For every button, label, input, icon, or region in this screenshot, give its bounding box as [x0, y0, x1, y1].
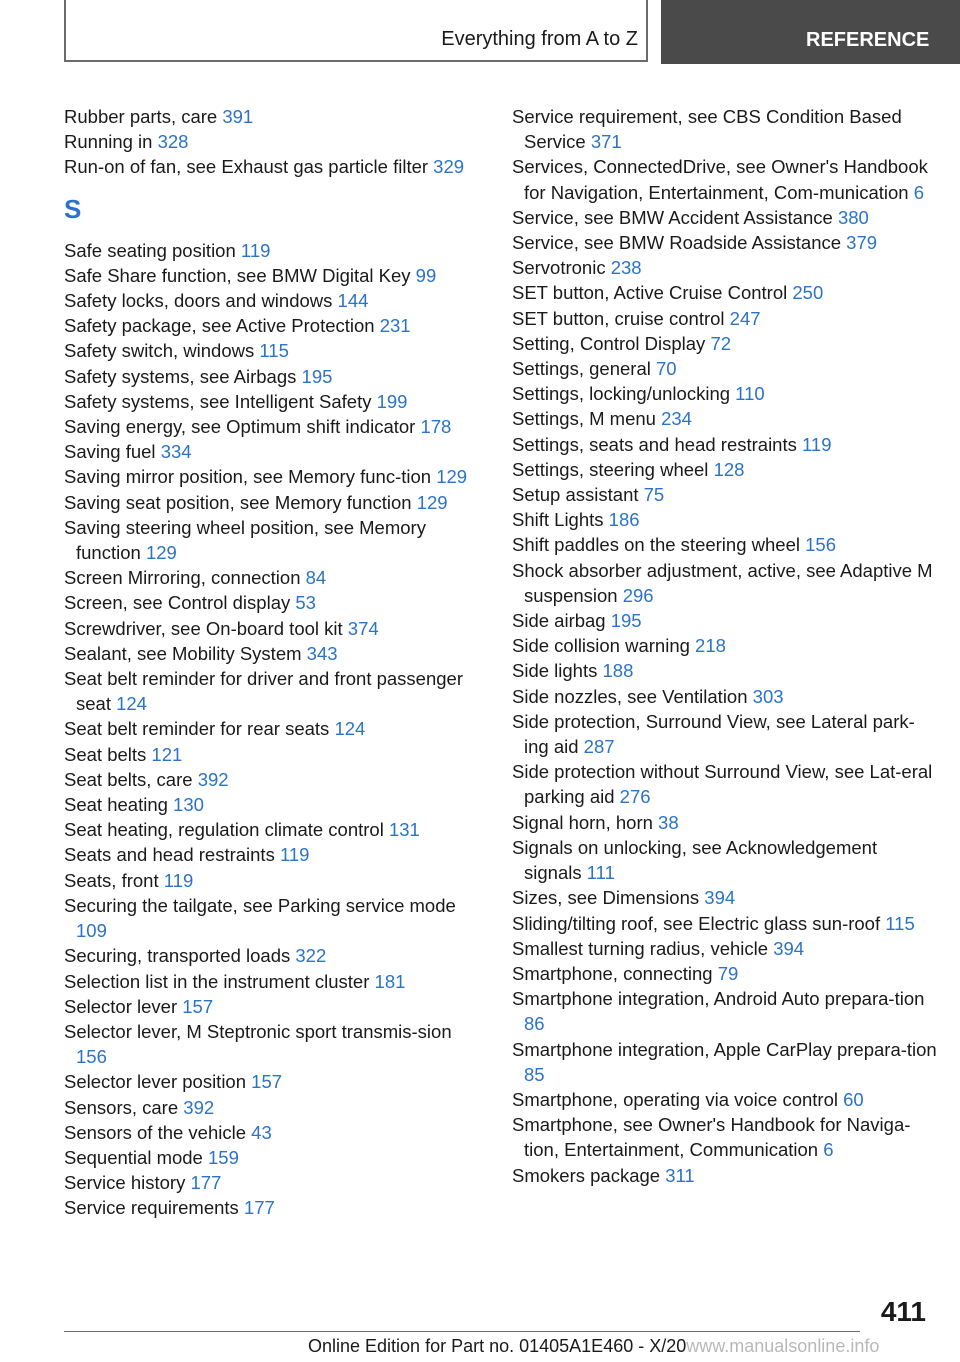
index-entry-text: SET button, Active Cruise Control: [512, 282, 788, 304]
index-entry: [64, 389, 484, 414]
index-entry: [64, 842, 484, 867]
page-reference-link[interactable]: 195: [610, 610, 642, 632]
index-entry: [512, 532, 937, 557]
page-reference-link[interactable]: 109: [76, 920, 107, 942]
index-entry-text: Selector lever, M Steptronic sport transmis-sion: [64, 1020, 452, 1042]
index-entry-text: Run-on of fan, see Exhaust gas particle filter: [64, 156, 429, 178]
index-entry: [512, 306, 937, 331]
index-entry-text: Screen Mirroring, connection: [64, 567, 301, 589]
page-reference-link[interactable]: 156: [805, 534, 836, 556]
index-entry: [64, 666, 484, 716]
index-entry-text: Safety package, see Active Protection: [64, 315, 375, 337]
index-entry-text: Screen, see Control display: [64, 592, 291, 614]
page-reference-link[interactable]: 186: [608, 509, 640, 531]
page-reference-link[interactable]: 119: [163, 869, 194, 891]
page-reference-link[interactable]: 247: [729, 307, 761, 329]
index-entry-text: Setup assistant: [512, 484, 639, 506]
page-reference-link[interactable]: 70: [655, 358, 677, 380]
page-reference-link[interactable]: 157: [182, 995, 214, 1017]
index-entry-text: Saving fuel: [64, 441, 156, 463]
page-reference-link[interactable]: 124: [334, 718, 366, 740]
index-entry-text: Saving steering wheel position, see Memory function: [64, 516, 426, 564]
page-reference-link[interactable]: 159: [208, 1146, 239, 1168]
page-reference-link[interactable]: 303: [752, 685, 784, 707]
index-entry: [512, 154, 937, 204]
page-reference-link[interactable]: 79: [717, 962, 739, 984]
index-entry-text: SET button, cruise control: [512, 307, 725, 329]
index-entry: [64, 238, 484, 263]
index-entry: [64, 1145, 484, 1170]
index-entry: [64, 338, 484, 363]
page-reference-link[interactable]: 86: [524, 1013, 545, 1035]
page-reference-link[interactable]: 129: [436, 466, 468, 488]
index-entry-text: Seats and head restraints: [64, 844, 275, 866]
index-entry-text: Seat belts, care: [64, 768, 193, 790]
index-entry-text: Shift Lights: [512, 509, 604, 531]
index-entry: [512, 356, 937, 381]
index-entry-text: Settings, seats and head restraints: [512, 433, 797, 455]
index-entry-text: Safety locks, doors and windows: [64, 290, 333, 312]
index-entry: [512, 684, 937, 709]
index-entry: [512, 381, 937, 406]
index-column-right: [512, 104, 937, 1188]
index-entry: [64, 969, 484, 994]
page-reference-link[interactable]: 231: [379, 315, 411, 337]
page-reference-link[interactable]: 119: [279, 844, 310, 866]
page-reference-link[interactable]: 124: [116, 693, 147, 715]
page-reference-link[interactable]: 72: [710, 332, 732, 354]
index-entry-text: Seat belts: [64, 743, 147, 765]
index-entry-text: Safety systems, see Airbags: [64, 365, 297, 387]
index-entry: [64, 1069, 484, 1094]
page-reference-link[interactable]: 43: [251, 1121, 272, 1143]
index-entry-text: Seat belt reminder for rear seats: [64, 718, 330, 740]
index-entry-text: Side protection without Surround View, see Lat-eral parking aid: [512, 761, 933, 808]
index-entry: [64, 1120, 484, 1145]
page-reference-link[interactable]: 343: [306, 642, 338, 664]
page-reference-link[interactable]: 6: [913, 181, 924, 203]
index-entry-text: Seat heating: [64, 794, 168, 816]
index-entry: [512, 255, 937, 280]
page-reference-link[interactable]: 392: [197, 768, 229, 790]
index-entry: [64, 817, 484, 842]
index-entry: [64, 994, 484, 1019]
page-reference-link[interactable]: 38: [658, 811, 679, 833]
index-entry-text: Service history: [64, 1172, 186, 1194]
index-entry-text: Settings, steering wheel: [512, 458, 709, 480]
page-reference-link[interactable]: 178: [420, 416, 452, 438]
index-entry: [512, 911, 937, 936]
page-reference-link[interactable]: 60: [843, 1088, 864, 1110]
page-reference-link[interactable]: 380: [837, 206, 869, 228]
index-entry-text: Settings, M menu: [512, 408, 656, 430]
index-entry-text: Smallest turning radius, vehicle: [512, 937, 769, 959]
index-entry: [512, 1163, 937, 1188]
page-reference-link[interactable]: 131: [388, 819, 420, 841]
page-reference-link[interactable]: 99: [415, 264, 437, 286]
index-entry: [512, 608, 937, 633]
page-reference-link[interactable]: 119: [240, 239, 271, 261]
index-entry: [512, 558, 937, 608]
page-reference-link[interactable]: 296: [622, 584, 654, 606]
page-reference-link[interactable]: 128: [713, 458, 745, 480]
index-entry-text: Selector lever position: [64, 1071, 247, 1093]
index-entry: [64, 414, 484, 439]
index-entry: [512, 280, 937, 305]
index-entry-text: Smartphone integration, Android Auto prepara-tion: [512, 988, 925, 1010]
page-reference-link[interactable]: 328: [157, 131, 189, 153]
page-reference-link[interactable]: 119: [802, 433, 832, 455]
page-reference-link[interactable]: 129: [145, 542, 177, 564]
index-entry-text: Safety systems, see Intelligent Safety: [64, 390, 372, 412]
index-entry-text: Service, see BMW Accident Assistance: [512, 206, 833, 228]
index-entry-text: Securing, transported loads: [64, 945, 291, 967]
page-reference-link[interactable]: 75: [643, 484, 665, 506]
index-entry-text: Side collision warning: [512, 635, 690, 657]
index-entry-text: Screwdriver, see On-board tool kit: [64, 617, 343, 639]
index-entry: [512, 432, 937, 457]
index-entry-text: Saving energy, see Optimum shift indicator: [64, 416, 416, 438]
index-entry: [512, 1037, 937, 1087]
index-entry-text: Side protection, Surround View, see Lateral park-ing aid: [512, 710, 915, 758]
index-entry: [64, 742, 484, 767]
index-entry: [512, 633, 937, 658]
page-reference-link[interactable]: 392: [183, 1096, 215, 1118]
index-entry-text: Selection list in the instrument cluster: [64, 970, 370, 992]
index-entry: [512, 1112, 937, 1162]
index-entry: [64, 1019, 484, 1069]
index-entry: [64, 1170, 484, 1195]
index-entry: [64, 716, 484, 741]
index-entry: [512, 406, 937, 431]
index-entry: [512, 331, 937, 356]
page-reference-link[interactable]: 156: [76, 1046, 107, 1068]
index-group-r: [64, 104, 484, 180]
index-entry: [64, 104, 484, 129]
index-entry: [64, 439, 484, 464]
index-group-s-continued: [512, 104, 937, 1188]
index-entry: [64, 313, 484, 338]
index-entry-text: Safe seating position: [64, 239, 236, 261]
index-entry-text: Settings, general: [512, 358, 651, 380]
index-entry: [64, 263, 484, 288]
index-entry-text: Setting, Control Display: [512, 332, 706, 354]
index-entry: [64, 288, 484, 313]
index-entry: [64, 868, 484, 893]
page-reference-link[interactable]: 322: [295, 945, 327, 967]
index-entry-text: Seats, front: [64, 869, 159, 891]
footer: [308, 1336, 879, 1357]
page-reference-link[interactable]: 188: [602, 660, 634, 682]
index-entry-text: Service requirement, see CBS Condition Based Service: [512, 106, 902, 153]
index-entry-text: Settings, locking/unlocking: [512, 383, 731, 405]
index-entry-text: Servotronic: [512, 257, 606, 279]
index-entry-text: Saving mirror position, see Memory func-tion: [64, 466, 432, 488]
page-reference-link[interactable]: 287: [583, 736, 615, 758]
letter-heading: S: [64, 193, 82, 224]
index-entry: [64, 590, 484, 615]
index-entry: [64, 943, 484, 968]
index-group-s: [64, 238, 484, 1221]
page-reference-link[interactable]: 177: [243, 1197, 275, 1219]
index-entry: [512, 885, 937, 910]
index-entry: [512, 205, 937, 230]
page-reference-link[interactable]: 129: [416, 491, 448, 513]
index-entry: [64, 490, 484, 515]
index-entry-text: Smokers package: [512, 1164, 661, 1186]
index-entry-text: Seat belt reminder for driver and front passenger seat: [64, 668, 463, 715]
index-entry-text: Seat heating, regulation climate control: [64, 819, 384, 841]
index-entry-text: Shift paddles on the steering wheel: [512, 534, 800, 556]
index-entry: [512, 507, 937, 532]
page-reference-link[interactable]: 111: [586, 862, 615, 884]
page-reference-link[interactable]: 334: [160, 441, 192, 463]
index-entry-text: Safe Share function, see BMW Digital Key: [64, 264, 411, 286]
index-entry: [64, 767, 484, 792]
page-reference-link[interactable]: 115: [259, 340, 289, 362]
index-entry: [512, 482, 937, 507]
index-entry: [512, 810, 937, 835]
index-entry: [512, 230, 937, 255]
page-reference-link[interactable]: 329: [433, 156, 465, 178]
index-column-left: [64, 104, 484, 1221]
index-entry: [512, 986, 937, 1036]
index-entry: [64, 129, 484, 154]
index-entry-text: Smartphone, see Owner's Handbook for Naviga-tion, Entertainment, Communication: [512, 1114, 911, 1161]
index-entry: [64, 515, 484, 565]
page-reference-link[interactable]: 144: [337, 290, 369, 312]
page-reference-link[interactable]: 374: [347, 617, 379, 639]
index-entry-text: Rubber parts, care: [64, 106, 218, 127]
page-number: 411: [880, 1296, 926, 1327]
footer-divider: [64, 1331, 860, 1332]
index-entry-text: Running in: [64, 131, 153, 153]
section-tab-label: REFERENCE: [806, 29, 930, 51]
page-reference-link[interactable]: 115: [885, 912, 915, 934]
index-entry-text: Selector lever: [64, 995, 178, 1017]
index-entry-text: Saving seat position, see Memory function: [64, 491, 412, 513]
index-entry-text: Service requirements: [64, 1197, 239, 1219]
index-entry: [512, 658, 937, 683]
page-reference-link[interactable]: 371: [590, 131, 622, 153]
index-entry: [64, 1095, 484, 1120]
page-reference-link[interactable]: 157: [251, 1071, 283, 1093]
index-entry-text: Safety switch, windows: [64, 340, 255, 362]
page-reference-link[interactable]: 234: [661, 408, 692, 430]
index-entry-text: Smartphone integration, Apple CarPlay prepara-tion: [512, 1038, 937, 1060]
index-entry: [64, 1195, 484, 1220]
page-reference-link[interactable]: 53: [295, 592, 316, 614]
index-entry: [512, 457, 937, 482]
index-entry: [64, 154, 484, 179]
index-entry-text: Smartphone, operating via voice control: [512, 1088, 838, 1110]
page-reference-link[interactable]: 276: [619, 786, 651, 808]
page-reference-link[interactable]: 238: [610, 257, 642, 279]
page-reference-link[interactable]: 181: [374, 970, 406, 992]
index-entry-text: Sequential mode: [64, 1146, 203, 1168]
index-entry-text: Sliding/tilting roof, see Electric glass sun-roof: [512, 912, 881, 934]
index-entry: [64, 641, 484, 666]
page-reference-link[interactable]: 84: [305, 567, 327, 589]
page-reference-link[interactable]: 110: [735, 383, 765, 405]
index-entry-text: Sensors, care: [64, 1096, 179, 1118]
edition-text: Online Edition for Part no. 01405A1E460 - X/20: [308, 1336, 687, 1356]
index-entry-text: Shock absorber adjustment, active, see Adaptive M suspension: [512, 559, 933, 606]
page-reference-link[interactable]: 121: [151, 743, 183, 765]
index-entry: [512, 936, 937, 961]
page-reference-link[interactable]: 195: [301, 365, 333, 387]
index-entry-text: Smartphone, connecting: [512, 962, 713, 984]
index-entry: [64, 464, 484, 489]
index-entry: [512, 759, 937, 809]
page-reference-link[interactable]: 218: [695, 635, 726, 657]
index-entry-text: Signals on unlocking, see Acknowledgement signals: [512, 836, 878, 884]
page-reference-link[interactable]: 311: [665, 1164, 695, 1186]
index-entry: [512, 104, 937, 154]
page-reference-link[interactable]: 85: [524, 1063, 545, 1085]
index-entry: [64, 792, 484, 817]
page-reference-link[interactable]: 394: [704, 887, 736, 909]
page-reference-link[interactable]: 177: [190, 1172, 222, 1194]
section-title: Everything from A to Z: [441, 28, 638, 50]
page-reference-link[interactable]: 199: [376, 390, 408, 412]
page-reference-link[interactable]: 250: [792, 282, 824, 304]
index-entry: [512, 961, 937, 986]
index-entry: [64, 565, 484, 590]
page-reference-link[interactable]: 130: [173, 794, 204, 816]
index-entry: [64, 364, 484, 389]
index-entry-text: Sealant, see Mobility System: [64, 642, 302, 664]
index-entry-text: Side nozzles, see Ventilation: [512, 685, 748, 707]
index-entry-text: Side airbag: [512, 610, 606, 632]
index-entry: [512, 709, 937, 759]
index-entry-text: Side lights: [512, 660, 598, 682]
index-entry-text: Sizes, see Dimensions: [512, 887, 700, 909]
index-entry: [64, 893, 484, 943]
page-reference-link[interactable]: 391: [222, 106, 254, 127]
page-reference-link[interactable]: 6: [823, 1139, 834, 1161]
index-entry-text: Services, ConnectedDrive, see Owner's Handbook for Navigation, Entertainment, Com-munication: [512, 156, 928, 203]
index-entry: [512, 835, 937, 885]
page-reference-link[interactable]: 394: [773, 937, 805, 959]
index-entry: [64, 616, 484, 641]
index-entry-text: Signal horn, horn: [512, 811, 653, 833]
index-entry-text: Sensors of the vehicle: [64, 1121, 247, 1143]
watermark: www.manualsonline.info: [686, 1336, 880, 1356]
page-reference-link[interactable]: 379: [846, 232, 878, 254]
index-entry-text: Service, see BMW Roadside Assistance: [512, 232, 842, 254]
index-entry: [512, 1087, 937, 1112]
index-entry-text: Securing the tailgate, see Parking service mode: [64, 894, 456, 916]
